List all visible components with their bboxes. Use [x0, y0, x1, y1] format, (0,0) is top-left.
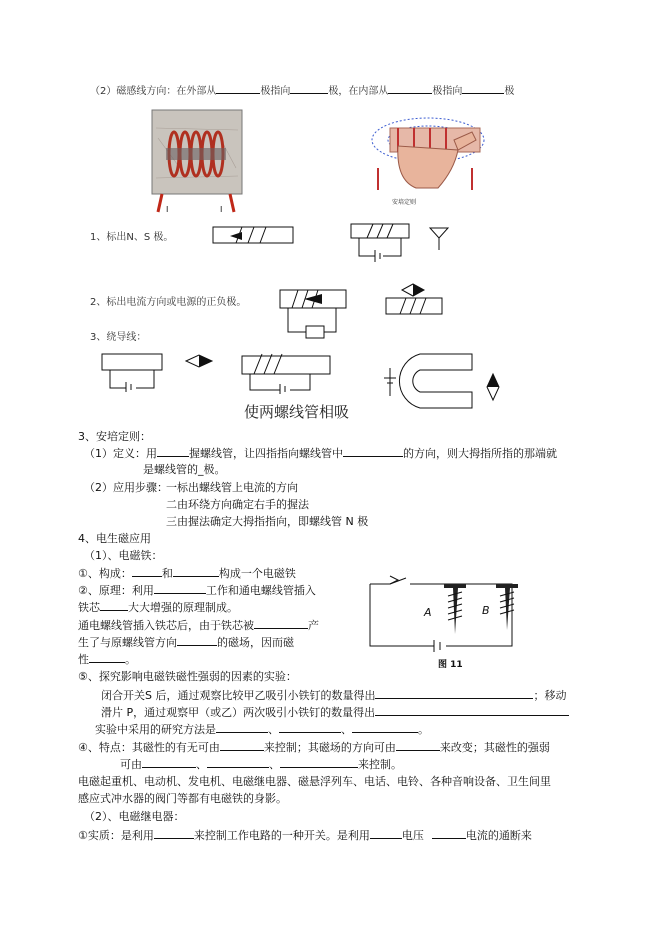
text: 铁芯 [78, 601, 100, 614]
principle-line-2 [78, 599, 238, 615]
text: 通电螺线管插入铁芯后，由于铁芯被 [78, 619, 254, 632]
blank[interactable] [100, 599, 128, 611]
blank[interactable] [154, 582, 206, 594]
blank[interactable] [432, 827, 466, 839]
text: 可由 [120, 758, 142, 771]
ex1-circuit-solenoid[interactable] [349, 222, 411, 262]
ex2-circuit-solenoid[interactable] [276, 286, 350, 342]
figure-11-circuit [362, 570, 534, 670]
ex1-solenoid[interactable] [212, 224, 294, 246]
text: 性 [78, 653, 89, 666]
text: （2）磁感线方向：在外部从 [90, 86, 217, 97]
blank[interactable] [343, 445, 403, 457]
blank[interactable] [154, 827, 194, 839]
text: （1）定义：用 [84, 447, 157, 460]
section-4-heading: 4、电生磁应用 [78, 532, 151, 545]
text: 的磁场，因而磁 [217, 636, 294, 649]
blank[interactable] [280, 756, 358, 768]
text: 闭合开关S 后，通过观察比较甲乙吸引小铁钉的数量得出 [101, 689, 376, 702]
ex3-solenoid-b[interactable] [240, 348, 332, 394]
text: 来控制工作电路的一种开关。是利用 [193, 829, 370, 842]
exercise-1-label: 1、标出N、S 极。 [90, 232, 174, 243]
text: 握螺线管，让四指指向螺线管中 [189, 447, 343, 460]
text: ①、构成： [78, 567, 132, 580]
label-b: B [482, 604, 490, 617]
attract-caption: 使两螺线管相吸 [244, 403, 350, 421]
text: ④、特点：其磁性的有无可由 [78, 741, 220, 754]
text: 实验中采用的研究方法是 [95, 723, 216, 736]
right-hand-rule-photo [368, 110, 496, 210]
photo-caption: 安培定则 [392, 199, 417, 206]
iron-filings-photo [150, 108, 246, 214]
current-label: I [220, 205, 223, 214]
blank[interactable] [216, 82, 260, 94]
field-direction-line [90, 82, 514, 99]
experiment-line-2 [101, 704, 569, 720]
text: 。 [418, 723, 429, 736]
blank[interactable] [254, 617, 308, 629]
ex3-compass-a[interactable] [184, 354, 214, 368]
blank[interactable] [396, 739, 440, 751]
blank[interactable] [375, 704, 569, 716]
uses-line-1: 电磁起重机、电动机、发电机、电磁继电器、磁悬浮列车、电话、电铃、各种音响设备、卫生间里 [78, 775, 551, 788]
step-3: 三由握法确定大拇指指向，即螺线管 N 极 [166, 515, 369, 528]
step-2: 二由环绕方向确定右手的握法 [166, 498, 309, 511]
text: 和 [161, 567, 173, 580]
text: 、 [196, 758, 207, 771]
ex3-u-magnet[interactable] [380, 346, 476, 410]
text: 极指向 [432, 86, 463, 97]
blank[interactable] [370, 827, 402, 839]
blank[interactable] [220, 739, 264, 751]
relay-line [78, 827, 532, 843]
text: 大大增强的原理制成。 [128, 601, 238, 614]
text: 、 [269, 758, 280, 771]
text: 来控制；其磁场的方向可由 [263, 741, 396, 754]
blank[interactable] [177, 634, 217, 646]
text: 工作和通电螺线管插入 [205, 584, 316, 597]
text: 构成一个电磁铁 [218, 567, 296, 580]
exercise-2-label: 2、标出电流方向或电源的正负极。 [90, 297, 247, 308]
text: ①实质：是利用 [78, 829, 154, 842]
blank[interactable] [375, 687, 533, 699]
text: 、 [341, 723, 352, 736]
text: 。 [125, 653, 136, 666]
blank[interactable] [132, 565, 162, 577]
blank[interactable] [89, 651, 125, 663]
figure-caption: 图 11 [438, 660, 463, 670]
text: 极 [504, 86, 515, 97]
text: 、 [268, 723, 279, 736]
core-line-3 [78, 651, 136, 667]
text: 滑片 P，通过观察甲（或乙）两次吸引小铁钉的数量得出 [101, 706, 376, 719]
text: 产 [308, 619, 319, 632]
current-label: I [166, 205, 169, 214]
core-line-2 [78, 634, 294, 650]
text: 电流的通断来 [465, 829, 532, 842]
ex3-solenoid-a[interactable] [100, 352, 164, 392]
ex2-solenoid-with-compass[interactable] [384, 284, 446, 324]
text: 极指向 [260, 86, 291, 97]
blank[interactable] [462, 82, 504, 94]
experiment-line-1 [101, 687, 566, 703]
uses-line-2: 感应式冲水器的阀门等都有电磁铁的身影。 [78, 792, 287, 805]
text: 极，在内部从 [328, 86, 389, 97]
text: 来改变；其磁性的强弱 [439, 741, 550, 754]
principle-line [78, 582, 316, 598]
definition-line-2: 是螺线管的_极。 [143, 463, 226, 476]
section-3-heading: 3、安培定则： [78, 430, 151, 443]
text: 电压 [401, 829, 424, 842]
text: 的方向，则大拇指所指的那端就 [403, 447, 557, 460]
ex3-compass-b[interactable] [486, 372, 500, 402]
text: ②、原理：利用 [78, 584, 154, 597]
features-line-2 [120, 756, 402, 772]
electromagnet-heading: （1）、电磁铁： [84, 549, 163, 562]
text: ；移动 [533, 689, 567, 702]
core-line [78, 617, 319, 633]
blank[interactable] [142, 756, 196, 768]
blank[interactable] [290, 82, 328, 94]
label-a: A [424, 606, 432, 619]
exercise-3-label: 3、绕导线： [90, 332, 147, 343]
experiment-heading: ⑤、探究影响电磁铁磁性强弱的因素的实验： [78, 670, 297, 683]
blank[interactable] [157, 445, 189, 457]
compass-needle[interactable] [428, 224, 450, 250]
method-line [95, 721, 429, 737]
blank[interactable] [207, 756, 269, 768]
blank[interactable] [279, 721, 341, 733]
text: 生了与原螺线管方向 [78, 636, 177, 649]
composition-line [78, 565, 296, 581]
blank[interactable] [388, 82, 432, 94]
blank[interactable] [352, 721, 418, 733]
relay-heading: （2）、电磁继电器： [84, 810, 185, 823]
blank[interactable] [216, 721, 268, 733]
steps-label: （2）应用步骤： [84, 481, 168, 494]
features-line [78, 739, 550, 755]
text: 来控制。 [358, 758, 402, 771]
definition-line [84, 445, 557, 461]
step-1: 一标出螺线管上电流的方向 [166, 481, 298, 494]
blank[interactable] [173, 565, 219, 577]
